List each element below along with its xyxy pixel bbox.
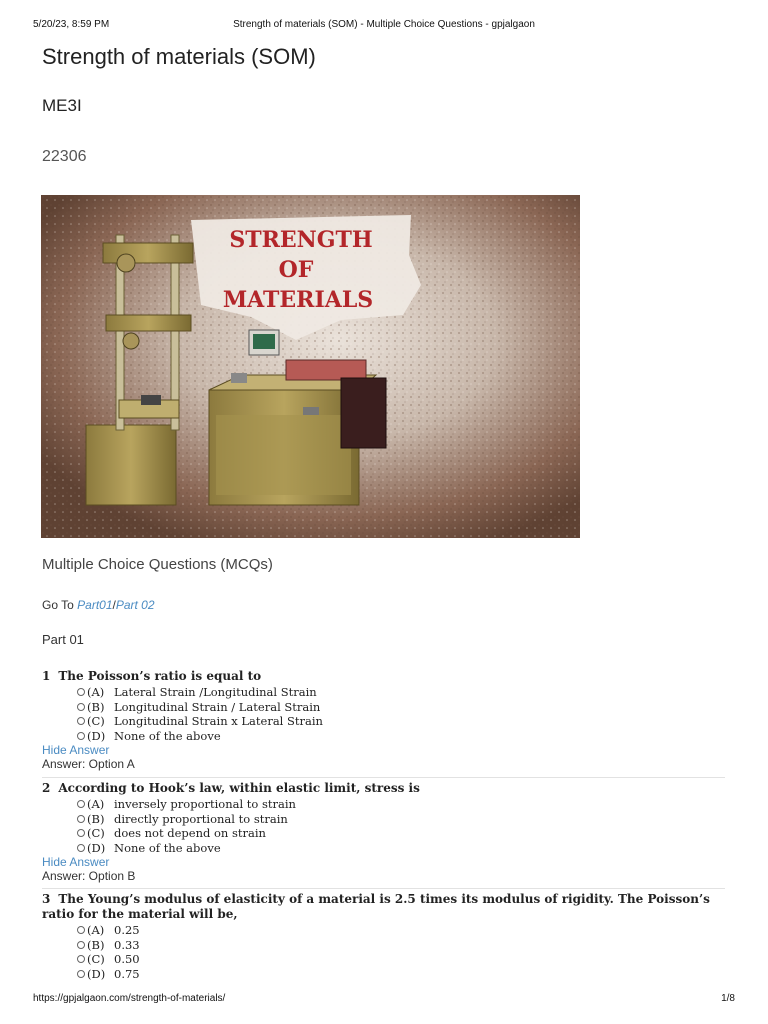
question-divider: [42, 888, 725, 889]
question-text: The Poisson’s ratio is equal to: [58, 669, 262, 683]
goto-prefix: Go To: [42, 598, 78, 612]
question-number: 2: [42, 781, 51, 795]
radio-icon[interactable]: [77, 688, 85, 696]
answer-text: Answer: Option A: [42, 757, 135, 772]
option-b[interactable]: (B) 0.33: [77, 938, 726, 953]
part-label: Part 01: [42, 632, 84, 647]
option-a[interactable]: (A) 0.25: [77, 923, 726, 938]
question-number: 3: [42, 892, 51, 906]
print-page-title: Strength of materials (SOM) - Multiple Choice Questions - gpjalgaon: [233, 19, 535, 30]
question-text: The Young’s modulus of elasticity of a material is 2.5 times its modulus of rigidity. The Poisson’s ratio for the material will be,: [42, 892, 710, 921]
course-code: 22306: [42, 148, 87, 165]
radio-icon[interactable]: [77, 941, 85, 949]
answer-text: Answer: Option B: [42, 869, 136, 884]
goto-nav: [42, 598, 155, 612]
link-part01[interactable]: Part01: [77, 598, 113, 612]
radio-icon[interactable]: [77, 926, 85, 934]
print-footer: [33, 993, 735, 1004]
question-2: [42, 781, 726, 883]
radio-icon[interactable]: [77, 815, 85, 823]
option-b[interactable]: (B) directly proportional to strain: [77, 812, 726, 827]
options-list: [77, 797, 726, 855]
options-list: [77, 923, 726, 981]
hide-answer-link[interactable]: Hide Answer: [42, 855, 110, 870]
hero-text-line-1: STRENGTH: [229, 227, 373, 253]
radio-icon[interactable]: [77, 844, 85, 852]
question-number: 1: [42, 669, 51, 683]
radio-icon[interactable]: [77, 717, 85, 725]
hero-text-line-2: OF: [278, 257, 314, 283]
option-c[interactable]: (C) 0.50: [77, 952, 726, 967]
page-title: Strength of materials (SOM): [42, 44, 316, 69]
print-url: https://gpjalgaon.com/strength-of-materials/: [33, 993, 226, 1004]
print-page-number: 1/8: [721, 993, 735, 1004]
section-title: Multiple Choice Questions (MCQs): [42, 556, 273, 573]
hero-illustration: [41, 195, 580, 538]
option-c[interactable]: (C) Longitudinal Strain x Lateral Strain: [77, 714, 726, 729]
link-part02[interactable]: Part 02: [115, 598, 155, 612]
hero-text-line-3: MATERIALS: [222, 287, 374, 313]
option-a[interactable]: (A) Lateral Strain /Longitudinal Strain: [77, 685, 726, 700]
question-1: [42, 669, 726, 771]
option-d[interactable]: (D) None of the above: [77, 841, 726, 856]
print-datetime: 5/20/23, 8:59 PM: [33, 19, 110, 30]
options-list: [77, 685, 726, 743]
radio-icon[interactable]: [77, 703, 85, 711]
link-separator: /: [112, 598, 116, 612]
subject-code: ME3I: [42, 96, 82, 115]
question-divider: [42, 777, 725, 778]
print-header: [33, 19, 735, 30]
hide-answer-link[interactable]: Hide Answer: [42, 743, 110, 758]
option-a[interactable]: (A) inversely proportional to strain: [77, 797, 726, 812]
radio-icon[interactable]: [77, 955, 85, 963]
option-c[interactable]: (C) does not depend on strain: [77, 826, 726, 841]
option-d[interactable]: (D) 0.75: [77, 967, 726, 982]
hero-image: [41, 195, 580, 538]
radio-icon[interactable]: [77, 970, 85, 978]
question-3: [42, 892, 726, 981]
radio-icon[interactable]: [77, 732, 85, 740]
radio-icon[interactable]: [77, 829, 85, 837]
option-d[interactable]: (D) None of the above: [77, 729, 726, 744]
radio-icon[interactable]: [77, 800, 85, 808]
question-text: According to Hook’s law, within elastic limit, stress is: [58, 781, 420, 795]
option-b[interactable]: (B) Longitudinal Strain / Lateral Strain: [77, 700, 726, 715]
